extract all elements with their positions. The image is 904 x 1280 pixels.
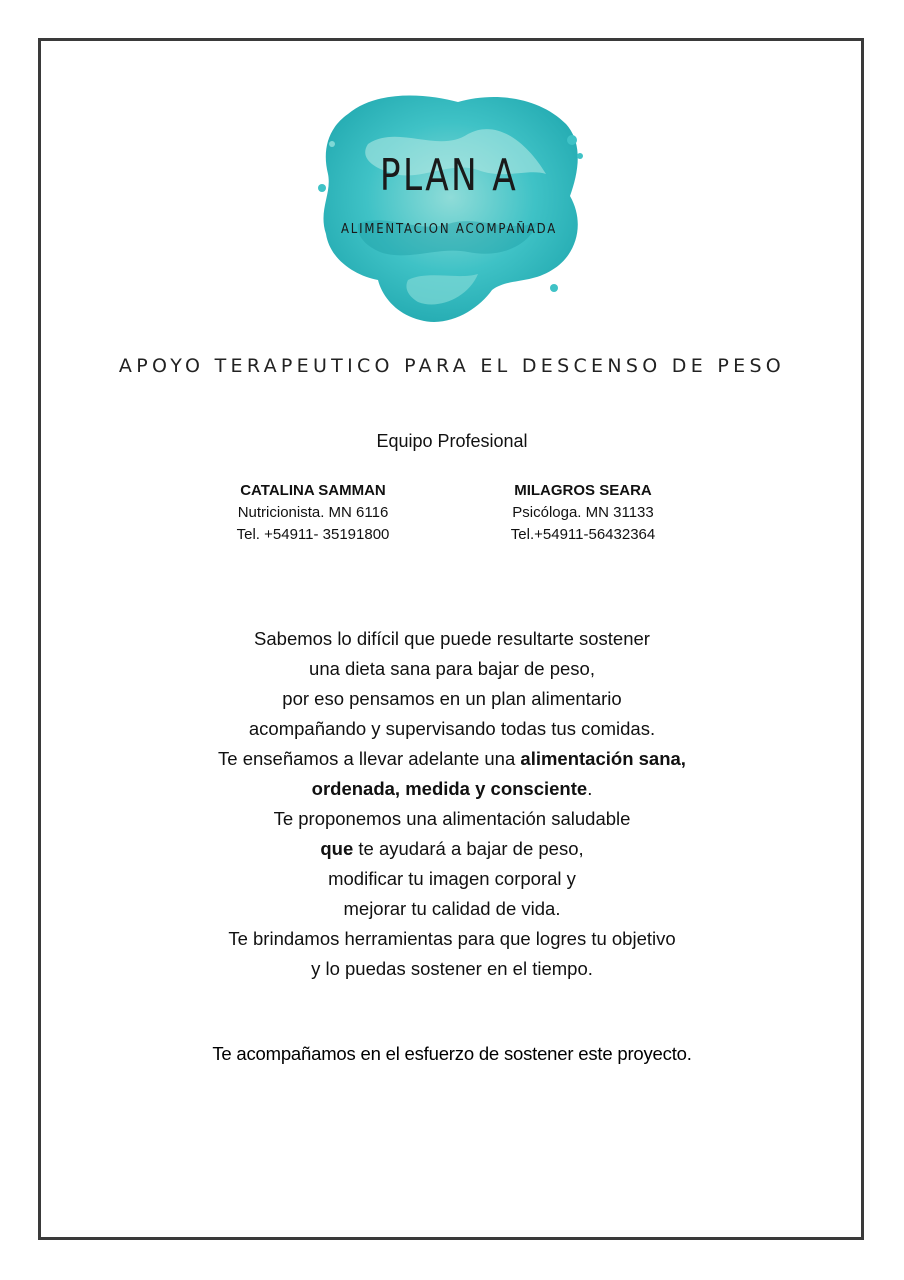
- body-line: [100, 834, 804, 864]
- team-member-catalina: [193, 480, 433, 546]
- body-bold-span: alimentación sana,: [520, 748, 686, 769]
- body-line: una dieta sana para bajar de peso,: [309, 658, 595, 679]
- body-bold-span: que: [320, 838, 354, 859]
- member-phone: Tel.+54911-56432364: [510, 526, 656, 543]
- body-text-span: te ayudará a bajar de peso,: [353, 838, 584, 859]
- body-paragraph: [100, 624, 804, 984]
- body-line: y lo puedas sostener en el tiempo.: [311, 958, 593, 979]
- tagline: APOYO TERAPEUTICO PARA EL DESCENSO DE PESO: [118, 355, 786, 377]
- member-role: Psicóloga. MN 31133: [512, 504, 654, 521]
- logo-title: PLAN A: [379, 150, 519, 201]
- member-name: MILAGROS SEARA: [514, 482, 652, 499]
- closing-statement: Te acompañamos en el esfuerzo de sostener este proyecto.: [212, 1043, 692, 1064]
- member-role: Nutricionista. MN 6116: [237, 504, 389, 521]
- body-line: Te brindamos herramientas para que logres tu objetivo: [228, 928, 676, 949]
- body-line: [100, 744, 804, 774]
- body-line: por eso pensamos en un plan alimentario: [282, 688, 622, 709]
- logo-subtitle: ALIMENTACION ACOMPAÑADA: [340, 222, 558, 237]
- plan-a-logo: [308, 84, 590, 332]
- body-line: Sabemos lo difícil que puede resultarte sostener: [254, 628, 650, 649]
- body-bold-span: ordenada, medida y consciente: [311, 778, 588, 799]
- body-text-span: Te enseñamos a llevar adelante una: [218, 748, 521, 769]
- team-title: Equipo Profesional: [376, 431, 528, 451]
- body-line: acompañando y supervisando todas tus comidas.: [248, 718, 656, 739]
- body-line: modificar tu imagen corporal y: [328, 868, 576, 889]
- team-member-milagros: [463, 480, 703, 546]
- body-line: [100, 774, 804, 804]
- member-name: CATALINA SAMMAN: [240, 482, 386, 499]
- member-phone: Tel. +54911- 35191800: [236, 526, 390, 543]
- body-line: Te proponemos una alimentación saludable: [273, 808, 631, 829]
- body-text-span: .: [587, 778, 593, 799]
- body-line: mejorar tu calidad de vida.: [343, 898, 561, 919]
